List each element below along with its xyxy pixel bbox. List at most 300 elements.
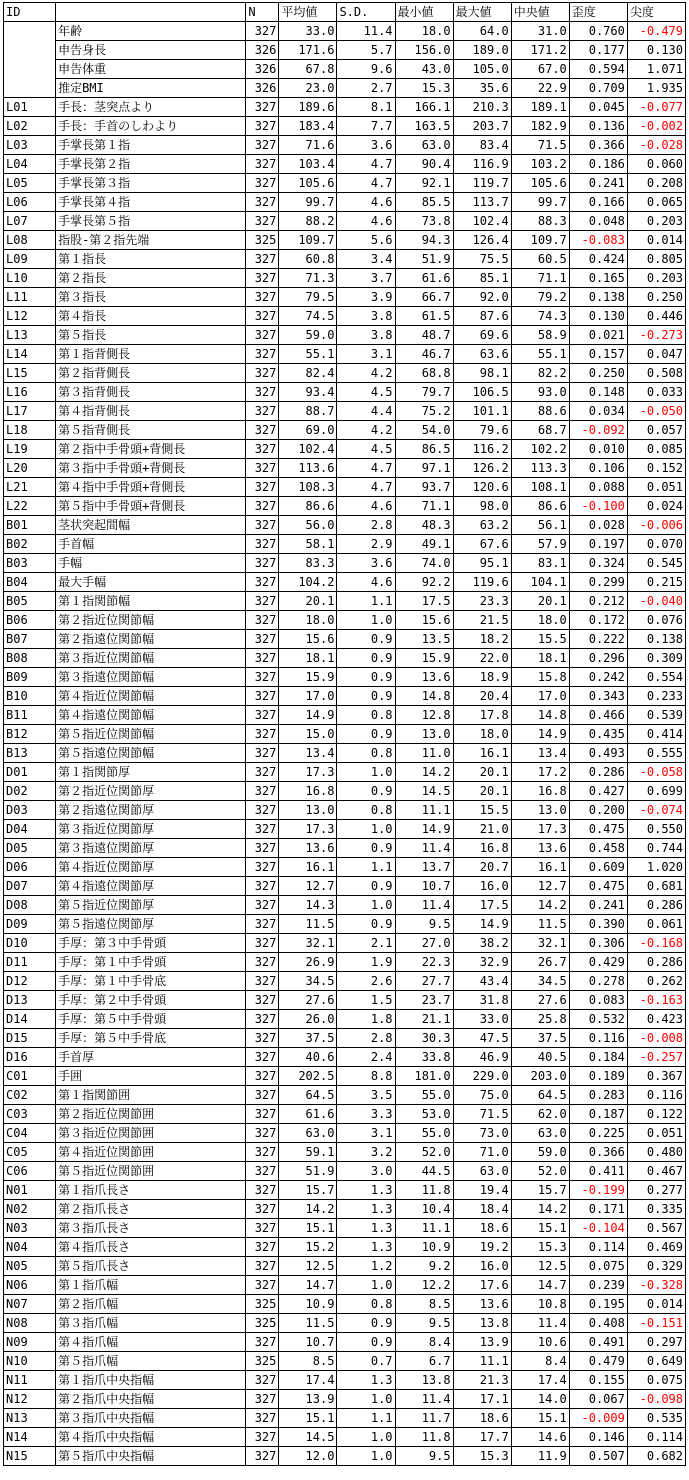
max-cell: 17.6: [453, 1276, 511, 1295]
id-cell: C04: [4, 1124, 56, 1143]
max-cell: 95.1: [453, 554, 511, 573]
median-cell: 189.1: [511, 98, 569, 117]
kurtosis-cell: 0.567: [627, 1219, 685, 1238]
mean-cell: 15.9: [279, 668, 337, 687]
median-cell: 15.5: [511, 630, 569, 649]
mean-cell: 37.5: [279, 1029, 337, 1048]
kurtosis-cell: 0.051: [627, 478, 685, 497]
min-cell: 13.0: [395, 725, 453, 744]
mean-cell: 15.1: [279, 1409, 337, 1428]
name-cell: 第１指関節囲: [56, 1086, 246, 1105]
name-cell: 第４指遠位関節幅: [56, 706, 246, 725]
n-cell: 327: [246, 668, 279, 687]
skewness-cell: 0.184: [569, 1048, 627, 1067]
name-cell: 手厚：第５中手骨頭: [56, 1010, 246, 1029]
header-skewness: 歪度: [569, 3, 627, 22]
median-cell: 16.1: [511, 858, 569, 877]
name-cell: 第１指爪幅: [56, 1276, 246, 1295]
n-cell: 327: [246, 820, 279, 839]
mean-cell: 12.7: [279, 877, 337, 896]
table-row: [4, 250, 686, 269]
n-cell: 327: [246, 1447, 279, 1466]
name-cell: 手首幅: [56, 535, 246, 554]
table-row: [4, 1143, 686, 1162]
sd-cell: 2.8: [337, 1029, 395, 1048]
sd-cell: 0.9: [337, 1314, 395, 1333]
n-cell: 327: [246, 174, 279, 193]
min-cell: 51.9: [395, 250, 453, 269]
sd-cell: 8.8: [337, 1067, 395, 1086]
max-cell: 69.6: [453, 326, 511, 345]
mean-cell: 82.4: [279, 364, 337, 383]
sd-cell: 1.0: [337, 820, 395, 839]
n-cell: 327: [246, 782, 279, 801]
sd-cell: 2.7: [337, 79, 395, 98]
kurtosis-cell: 0.075: [627, 1371, 685, 1390]
skewness-cell: 0.225: [569, 1124, 627, 1143]
id-cell: D13: [4, 991, 56, 1010]
sd-cell: 3.8: [337, 307, 395, 326]
mean-cell: 14.9: [279, 706, 337, 725]
skewness-cell: 0.048: [569, 212, 627, 231]
id-cell: N10: [4, 1352, 56, 1371]
n-cell: 327: [246, 763, 279, 782]
min-cell: 61.5: [395, 307, 453, 326]
n-cell: 327: [246, 1409, 279, 1428]
max-cell: 16.1: [453, 744, 511, 763]
kurtosis-cell: 0.208: [627, 174, 685, 193]
min-cell: 61.6: [395, 269, 453, 288]
skewness-cell: 0.200: [569, 801, 627, 820]
id-cell: L01: [4, 98, 56, 117]
sd-cell: 1.0: [337, 1276, 395, 1295]
max-cell: 20.4: [453, 687, 511, 706]
name-cell: 第１指爪長さ: [56, 1181, 246, 1200]
n-cell: 327: [246, 573, 279, 592]
min-cell: 13.5: [395, 630, 453, 649]
min-cell: 85.5: [395, 193, 453, 212]
name-cell: 第２指背側長: [56, 364, 246, 383]
name-cell: 手厚：第３中手骨頭: [56, 934, 246, 953]
kurtosis-cell: 0.203: [627, 212, 685, 231]
kurtosis-cell: -0.098: [627, 1390, 685, 1409]
kurtosis-cell: 0.138: [627, 630, 685, 649]
min-cell: 86.5: [395, 440, 453, 459]
table-row: [4, 535, 686, 554]
min-cell: 52.0: [395, 1143, 453, 1162]
max-cell: 203.7: [453, 117, 511, 136]
mean-cell: 10.9: [279, 1295, 337, 1314]
min-cell: 13.8: [395, 1371, 453, 1390]
mean-cell: 79.5: [279, 288, 337, 307]
n-cell: 327: [246, 592, 279, 611]
mean-cell: 12.5: [279, 1257, 337, 1276]
sd-cell: 0.8: [337, 706, 395, 725]
mean-cell: 11.5: [279, 915, 337, 934]
kurtosis-cell: -0.050: [627, 402, 685, 421]
id-cell: L18: [4, 421, 56, 440]
skewness-cell: 0.411: [569, 1162, 627, 1181]
sd-cell: 4.6: [337, 573, 395, 592]
skewness-cell: 0.172: [569, 611, 627, 630]
mean-cell: 14.5: [279, 1428, 337, 1447]
min-cell: 55.0: [395, 1086, 453, 1105]
max-cell: 85.1: [453, 269, 511, 288]
median-cell: 17.3: [511, 820, 569, 839]
kurtosis-cell: 0.744: [627, 839, 685, 858]
min-cell: 33.8: [395, 1048, 453, 1067]
n-cell: 327: [246, 1086, 279, 1105]
mean-cell: 103.4: [279, 155, 337, 174]
name-cell: 手首厚: [56, 1048, 246, 1067]
n-cell: 327: [246, 706, 279, 725]
mean-cell: 18.1: [279, 649, 337, 668]
max-cell: 23.3: [453, 592, 511, 611]
median-cell: 99.7: [511, 193, 569, 212]
kurtosis-cell: 0.414: [627, 725, 685, 744]
table-row: [4, 725, 686, 744]
kurtosis-cell: 0.114: [627, 1428, 685, 1447]
median-cell: 13.0: [511, 801, 569, 820]
name-cell: 第４指近位関節厚: [56, 858, 246, 877]
min-cell: 92.2: [395, 573, 453, 592]
max-cell: 71.0: [453, 1143, 511, 1162]
median-cell: 15.8: [511, 668, 569, 687]
kurtosis-cell: 0.682: [627, 1447, 685, 1466]
skewness-cell: 0.034: [569, 402, 627, 421]
sd-cell: 3.1: [337, 1124, 395, 1143]
min-cell: 21.1: [395, 1010, 453, 1029]
min-cell: 11.7: [395, 1409, 453, 1428]
table-row: [4, 782, 686, 801]
median-cell: 88.6: [511, 402, 569, 421]
table-row: [4, 288, 686, 307]
table-row: [4, 212, 686, 231]
skewness-cell: -0.009: [569, 1409, 627, 1428]
kurtosis-cell: 0.699: [627, 782, 685, 801]
skewness-cell: 0.146: [569, 1428, 627, 1447]
median-cell: 62.0: [511, 1105, 569, 1124]
mean-cell: 33.0: [279, 22, 337, 41]
id-cell: L07: [4, 212, 56, 231]
max-cell: 98.0: [453, 497, 511, 516]
sd-cell: 8.1: [337, 98, 395, 117]
n-cell: 327: [246, 326, 279, 345]
kurtosis-cell: 0.014: [627, 231, 685, 250]
n-cell: 327: [246, 535, 279, 554]
mean-cell: 108.3: [279, 478, 337, 497]
n-cell: 327: [246, 1143, 279, 1162]
kurtosis-cell: 0.335: [627, 1200, 685, 1219]
kurtosis-cell: 0.329: [627, 1257, 685, 1276]
name-cell: 手長：手首のしわより: [56, 117, 246, 136]
kurtosis-cell: 0.469: [627, 1238, 685, 1257]
kurtosis-cell: -0.077: [627, 98, 685, 117]
id-cell: C03: [4, 1105, 56, 1124]
name-cell: 第５指背側長: [56, 421, 246, 440]
kurtosis-cell: 0.024: [627, 497, 685, 516]
min-cell: 75.2: [395, 402, 453, 421]
max-cell: 21.5: [453, 611, 511, 630]
sd-cell: 0.9: [337, 725, 395, 744]
mean-cell: 13.4: [279, 744, 337, 763]
skewness-cell: 0.222: [569, 630, 627, 649]
sd-cell: 1.3: [337, 1371, 395, 1390]
kurtosis-cell: 0.061: [627, 915, 685, 934]
name-cell: 手厚：第５中手骨底: [56, 1029, 246, 1048]
skewness-cell: 0.408: [569, 1314, 627, 1333]
table-row: [4, 896, 686, 915]
n-cell: 327: [246, 1428, 279, 1447]
skewness-cell: 0.189: [569, 1067, 627, 1086]
min-cell: 163.5: [395, 117, 453, 136]
mean-cell: 15.0: [279, 725, 337, 744]
mean-cell: 10.7: [279, 1333, 337, 1352]
id-cell: D14: [4, 1010, 56, 1029]
n-cell: 326: [246, 60, 279, 79]
max-cell: 210.3: [453, 98, 511, 117]
max-cell: 13.8: [453, 1314, 511, 1333]
name-cell: 第５指近位関節幅: [56, 725, 246, 744]
n-cell: 327: [246, 440, 279, 459]
mean-cell: 8.5: [279, 1352, 337, 1371]
skewness-cell: 0.136: [569, 117, 627, 136]
name-cell: 第３指爪長さ: [56, 1219, 246, 1238]
mean-cell: 23.0: [279, 79, 337, 98]
header-kurtosis: 尖度: [627, 3, 685, 22]
n-cell: 327: [246, 1029, 279, 1048]
sd-cell: 4.6: [337, 212, 395, 231]
name-cell: 手掌長第５指: [56, 212, 246, 231]
kurtosis-cell: 0.051: [627, 1124, 685, 1143]
n-cell: 325: [246, 231, 279, 250]
skewness-cell: -0.083: [569, 231, 627, 250]
n-cell: 327: [246, 364, 279, 383]
sd-cell: 7.7: [337, 117, 395, 136]
min-cell: 15.3: [395, 79, 453, 98]
mean-cell: 202.5: [279, 1067, 337, 1086]
table-row: [4, 364, 686, 383]
median-cell: 74.3: [511, 307, 569, 326]
name-cell: 第１指長: [56, 250, 246, 269]
kurtosis-cell: 0.508: [627, 364, 685, 383]
skewness-cell: 0.028: [569, 516, 627, 535]
min-cell: 10.4: [395, 1200, 453, 1219]
id-cell: D15: [4, 1029, 56, 1048]
id-cell: L22: [4, 497, 56, 516]
id-cell: N08: [4, 1314, 56, 1333]
table-row: [4, 60, 686, 79]
median-cell: 55.1: [511, 345, 569, 364]
mean-cell: 56.0: [279, 516, 337, 535]
min-cell: 17.5: [395, 592, 453, 611]
median-cell: 93.0: [511, 383, 569, 402]
kurtosis-cell: -0.479: [627, 22, 685, 41]
min-cell: 11.8: [395, 1181, 453, 1200]
max-cell: 98.1: [453, 364, 511, 383]
mean-cell: 20.1: [279, 592, 337, 611]
n-cell: 327: [246, 611, 279, 630]
table-row: [4, 516, 686, 535]
kurtosis-cell: -0.257: [627, 1048, 685, 1067]
skewness-cell: 0.083: [569, 991, 627, 1010]
min-cell: 22.3: [395, 953, 453, 972]
name-cell: 第５指中手骨頭+背側長: [56, 497, 246, 516]
max-cell: 189.0: [453, 41, 511, 60]
n-cell: 327: [246, 649, 279, 668]
name-cell: 第４指背側長: [56, 402, 246, 421]
table-row: [4, 630, 686, 649]
table-row: [4, 877, 686, 896]
n-cell: 327: [246, 288, 279, 307]
sd-cell: 1.0: [337, 1390, 395, 1409]
min-cell: 74.0: [395, 554, 453, 573]
median-cell: 15.7: [511, 1181, 569, 1200]
id-cell: L08: [4, 231, 56, 250]
mean-cell: 104.2: [279, 573, 337, 592]
min-cell: 14.2: [395, 763, 453, 782]
name-cell: 第３指背側長: [56, 383, 246, 402]
table-row: [4, 1371, 686, 1390]
table-row: [4, 763, 686, 782]
skewness-cell: 0.532: [569, 1010, 627, 1029]
median-cell: 113.3: [511, 459, 569, 478]
name-cell: 第４指中手骨頭+背側長: [56, 478, 246, 497]
n-cell: 327: [246, 1238, 279, 1257]
table-row: [4, 1124, 686, 1143]
id-cell: L15: [4, 364, 56, 383]
table-row: [4, 858, 686, 877]
name-cell: 第２指爪幅: [56, 1295, 246, 1314]
sd-cell: 2.6: [337, 972, 395, 991]
kurtosis-cell: 0.262: [627, 972, 685, 991]
median-cell: 83.1: [511, 554, 569, 573]
n-cell: 327: [246, 725, 279, 744]
min-cell: 71.1: [395, 497, 453, 516]
min-cell: 13.7: [395, 858, 453, 877]
kurtosis-cell: 0.805: [627, 250, 685, 269]
median-cell: 58.9: [511, 326, 569, 345]
mean-cell: 26.0: [279, 1010, 337, 1029]
median-cell: 17.0: [511, 687, 569, 706]
max-cell: 13.9: [453, 1333, 511, 1352]
kurtosis-cell: 0.545: [627, 554, 685, 573]
n-cell: 327: [246, 744, 279, 763]
mean-cell: 171.6: [279, 41, 337, 60]
sd-cell: 4.6: [337, 497, 395, 516]
id-cell: B08: [4, 649, 56, 668]
id-cell: N04: [4, 1238, 56, 1257]
min-cell: 11.4: [395, 1390, 453, 1409]
mean-cell: 17.0: [279, 687, 337, 706]
n-cell: 327: [246, 117, 279, 136]
kurtosis-cell: -0.058: [627, 763, 685, 782]
median-cell: 79.2: [511, 288, 569, 307]
name-cell: 茎状突起間幅: [56, 516, 246, 535]
id-cell: D04: [4, 820, 56, 839]
median-cell: 31.0: [511, 22, 569, 41]
table-row: [4, 402, 686, 421]
median-cell: 32.1: [511, 934, 569, 953]
skewness-cell: 0.088: [569, 478, 627, 497]
median-cell: 14.8: [511, 706, 569, 725]
median-cell: 71.5: [511, 136, 569, 155]
mean-cell: 69.0: [279, 421, 337, 440]
max-cell: 31.8: [453, 991, 511, 1010]
kurtosis-cell: -0.168: [627, 934, 685, 953]
sd-cell: 11.4: [337, 22, 395, 41]
skewness-cell: 0.491: [569, 1333, 627, 1352]
kurtosis-cell: 0.297: [627, 1333, 685, 1352]
min-cell: 68.8: [395, 364, 453, 383]
header-row: [4, 3, 686, 22]
min-cell: 15.9: [395, 649, 453, 668]
table-row: [4, 1314, 686, 1333]
max-cell: 15.5: [453, 801, 511, 820]
min-cell: 14.5: [395, 782, 453, 801]
median-cell: 15.1: [511, 1219, 569, 1238]
name-cell: 手掌長第３指: [56, 174, 246, 193]
sd-cell: 0.7: [337, 1352, 395, 1371]
median-cell: 16.8: [511, 782, 569, 801]
skewness-cell: 0.278: [569, 972, 627, 991]
kurtosis-cell: 0.446: [627, 307, 685, 326]
min-cell: 54.0: [395, 421, 453, 440]
sd-cell: 4.7: [337, 155, 395, 174]
kurtosis-cell: 0.065: [627, 193, 685, 212]
median-cell: 18.0: [511, 611, 569, 630]
skewness-cell: 0.187: [569, 1105, 627, 1124]
table-row: [4, 554, 686, 573]
sd-cell: 1.0: [337, 763, 395, 782]
name-cell: 年齢: [56, 22, 246, 41]
max-cell: 18.9: [453, 668, 511, 687]
header-name: [56, 3, 246, 22]
max-cell: 87.6: [453, 307, 511, 326]
median-cell: 15.3: [511, 1238, 569, 1257]
kurtosis-cell: -0.002: [627, 117, 685, 136]
table-row: [4, 1200, 686, 1219]
skewness-cell: 0.475: [569, 877, 627, 896]
skewness-cell: 0.138: [569, 288, 627, 307]
id-cell: C06: [4, 1162, 56, 1181]
id-cell: L04: [4, 155, 56, 174]
skewness-cell: 0.165: [569, 269, 627, 288]
sd-cell: 0.8: [337, 1295, 395, 1314]
n-cell: 327: [246, 915, 279, 934]
mean-cell: 88.7: [279, 402, 337, 421]
table-row: [4, 953, 686, 972]
n-cell: 327: [246, 991, 279, 1010]
mean-cell: 74.5: [279, 307, 337, 326]
table-row: [4, 1219, 686, 1238]
min-cell: 48.3: [395, 516, 453, 535]
kurtosis-cell: 1.071: [627, 60, 685, 79]
id-cell: N13: [4, 1409, 56, 1428]
median-cell: 105.6: [511, 174, 569, 193]
table-row: [4, 174, 686, 193]
mean-cell: 67.8: [279, 60, 337, 79]
skewness-cell: 0.466: [569, 706, 627, 725]
table-row: [4, 269, 686, 288]
id-cell: L21: [4, 478, 56, 497]
skewness-cell: 0.435: [569, 725, 627, 744]
skewness-cell: 0.157: [569, 345, 627, 364]
median-cell: 88.3: [511, 212, 569, 231]
median-cell: 17.4: [511, 1371, 569, 1390]
skewness-cell: 0.424: [569, 250, 627, 269]
median-cell: 11.9: [511, 1447, 569, 1466]
